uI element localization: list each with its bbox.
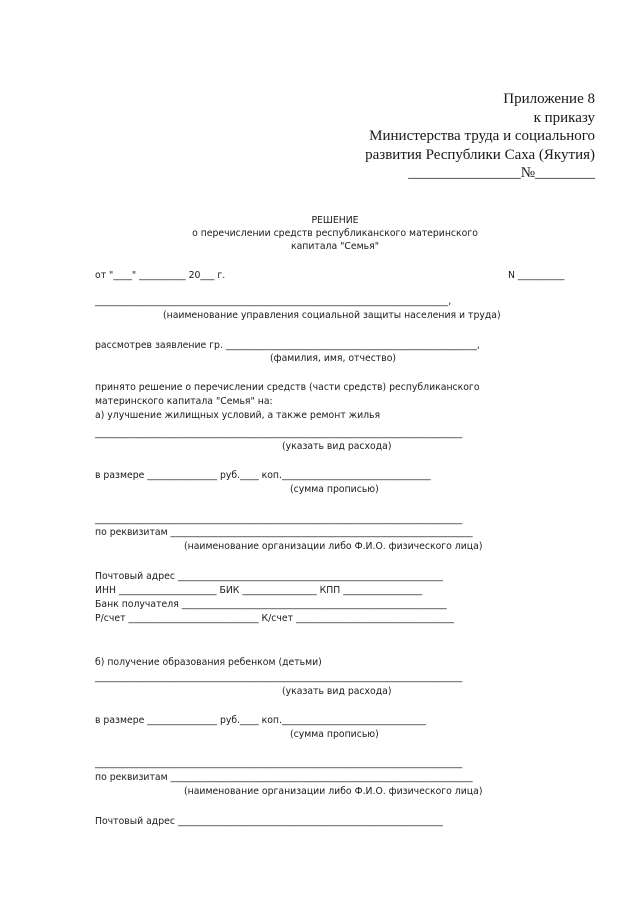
- section-a-bank: Банк получателя _________________________________________________________: [95, 599, 447, 610]
- title-subtitle-2: капитала "Семья": [291, 241, 379, 252]
- section-a-requisites-line: по реквизитам _________________________________________________________________: [95, 527, 473, 538]
- section-a-amount-caption: (сумма прописью): [290, 484, 379, 495]
- number-field: N __________: [508, 270, 565, 281]
- section-b-requisites-line: по реквизитам _________________________________________________________________: [95, 772, 473, 783]
- section-a-expense-caption: (указать вид расхода): [282, 441, 392, 452]
- decision-line-2: материнского капитала "Семья" на:: [95, 396, 273, 407]
- applicant-caption: (фамилия, имя, отчество): [270, 353, 397, 364]
- section-a-expense-line: _______________________________________________________________________________: [95, 428, 463, 439]
- appendix-line-5: _______________№________: [408, 165, 595, 181]
- title-heading: РЕШЕНИЕ: [311, 215, 359, 226]
- section-a-postal-address: Почтовый адрес _________________________________________________________: [95, 571, 443, 582]
- item-a-label: а) улучшение жилищных условий, а также ремонт жилья: [95, 410, 381, 421]
- document-title: [95, 214, 575, 253]
- section-b-expense-line: _______________________________________________________________________________: [95, 672, 463, 683]
- section-a-inn-bik-kpp: ИНН _____________________ БИК ________________ КПП _________________: [95, 585, 423, 596]
- section-b-amount-line: в размере _______________ руб.____ коп._______________________________: [95, 715, 427, 726]
- authority-caption: (наименование управления социальной защиты населения и труда): [163, 310, 501, 321]
- section-a-requisites-caption: (наименование организации либо Ф.И.О. физического лица): [184, 541, 483, 552]
- appendix-line-3: Министерства труда и социального: [369, 128, 595, 144]
- date-field: от "____" __________ 20___ г.: [95, 270, 226, 281]
- applicant-line: рассмотрев заявление гр. ______________________________________________________,: [95, 340, 480, 351]
- decision-line-1: принято решение о перечислении средств (части средств) республиканского: [95, 382, 480, 393]
- appendix-block: [365, 90, 595, 183]
- section-b-expense-caption: (указать вид расхода): [282, 686, 392, 697]
- section-b-requisites-caption: (наименование организации либо Ф.И.О. физического лица): [184, 786, 483, 797]
- section-b-amount-caption: (сумма прописью): [290, 729, 379, 740]
- section-a-blank-line: _______________________________________________________________________________: [95, 514, 463, 525]
- section-a-amount-line: в размере _______________ руб.____ коп.________________________________: [95, 470, 431, 481]
- item-b-label: б) получение образования ребенком (детьми): [95, 657, 322, 668]
- authority-line: ____________________________________________________________________________,: [95, 296, 452, 307]
- appendix-line-2: к приказу: [533, 109, 595, 126]
- section-b-blank-line: _______________________________________________________________________________: [95, 758, 463, 769]
- section-a-account: Р/счет ____________________________ К/счет __________________________________: [95, 613, 455, 624]
- section-b-postal-address: Почтовый адрес _________________________________________________________: [95, 816, 443, 827]
- title-subtitle-1: о перечислении средств республиканского материнского: [192, 228, 478, 239]
- appendix-line-1: Приложение 8: [503, 91, 595, 107]
- appendix-line-4: развития Республики Саха (Якутия): [365, 146, 595, 163]
